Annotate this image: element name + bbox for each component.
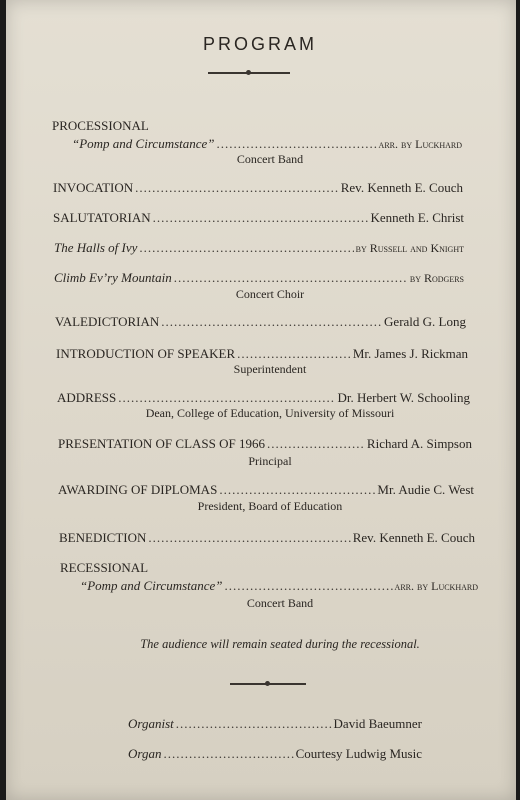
invocation-line	[53, 180, 463, 196]
recessional-performer: Concert Band	[246, 596, 314, 610]
leader-dots	[135, 180, 339, 196]
leader-dots	[118, 390, 335, 406]
organist-label: Organist	[128, 716, 174, 731]
leader-dots	[225, 578, 393, 594]
leader-dots	[217, 136, 377, 152]
organ-label: Organ	[128, 746, 162, 761]
salutatorian-label: SALUTATORIAN	[53, 210, 151, 225]
organ-line	[128, 746, 422, 762]
address-role: Dean, College of Education, University of Missouri	[145, 406, 395, 420]
address-name: Dr. Herbert W. Schooling	[337, 390, 470, 405]
climb-mountain-line	[54, 270, 464, 286]
leader-dots	[139, 240, 353, 256]
address-label: ADDRESS	[57, 390, 117, 405]
organ-name: Courtesy Ludwig Music	[295, 746, 422, 761]
salutatorian-line	[53, 210, 464, 226]
processional-heading: PROCESSIONAL	[52, 118, 149, 133]
valedictorian-line	[55, 314, 466, 330]
benediction-name: Rev. Kenneth E. Couch	[352, 530, 475, 545]
organist-line	[128, 716, 422, 732]
halls-of-ivy-credit: by Russell and Knight	[355, 241, 464, 255]
leader-dots	[174, 270, 408, 286]
title-ornament-dot	[246, 70, 251, 75]
presentation-label: PRESENTATION OF CLASS OF 1966	[58, 436, 265, 451]
leader-dots	[219, 482, 375, 498]
address-line	[57, 390, 470, 406]
halls-of-ivy-piece: The Halls of Ivy	[54, 240, 138, 255]
audience-note: The audience will remain seated during the recessional.	[140, 637, 420, 651]
recessional-piece: “Pomp and Circumstance”	[80, 578, 223, 593]
benediction-line	[59, 530, 475, 546]
benediction-label: BENEDICTION	[59, 530, 147, 545]
diplomas-name: Mr. Audie C. West	[377, 482, 474, 497]
leader-dots	[267, 436, 365, 452]
climb-mountain-credit: by Rodgers	[409, 271, 464, 285]
program-title: PROGRAM	[202, 34, 317, 54]
valedictorian-label: VALEDICTORIAN	[55, 314, 160, 329]
processional-piece: “Pomp and Circumstance”	[72, 136, 215, 151]
recessional-line	[80, 578, 478, 594]
processional-line	[72, 136, 462, 152]
climb-mountain-performer: Concert Choir	[235, 287, 305, 301]
introduction-role: Superintendent	[233, 362, 307, 376]
organist-name: David Baeumner	[333, 716, 422, 731]
processional-credit: arr. by Luckhard	[378, 137, 462, 151]
leader-dots	[153, 210, 369, 226]
divider-ornament-dot	[265, 681, 270, 686]
recessional-heading: RECESSIONAL	[60, 560, 149, 575]
presentation-role: Principal	[248, 454, 292, 468]
leader-dots	[163, 746, 293, 762]
invocation-name: Rev. Kenneth E. Couch	[340, 180, 463, 195]
leader-dots	[237, 346, 351, 362]
introduction-name: Mr. James J. Rickman	[352, 346, 468, 361]
diplomas-label: AWARDING OF DIPLOMAS	[58, 482, 218, 497]
diplomas-role: President, Board of Education	[197, 499, 343, 513]
introduction-label: INTRODUCTION OF SPEAKER	[56, 346, 236, 361]
introduction-line	[56, 346, 468, 362]
valedictorian-name: Gerald G. Long	[384, 314, 466, 329]
presentation-line	[58, 436, 472, 452]
salutatorian-name: Kenneth E. Christ	[370, 210, 464, 225]
diplomas-line	[58, 482, 474, 498]
processional-performer: Concert Band	[236, 152, 304, 166]
leader-dots	[148, 530, 350, 546]
recessional-credit: arr. by Luckhard	[394, 579, 478, 593]
leader-dots	[161, 314, 382, 330]
presentation-name: Richard A. Simpson	[366, 436, 472, 451]
invocation-label: INVOCATION	[53, 180, 134, 195]
halls-of-ivy-line	[54, 240, 464, 256]
leader-dots	[176, 716, 332, 732]
climb-mountain-piece: Climb Ev’ry Mountain	[54, 270, 172, 285]
